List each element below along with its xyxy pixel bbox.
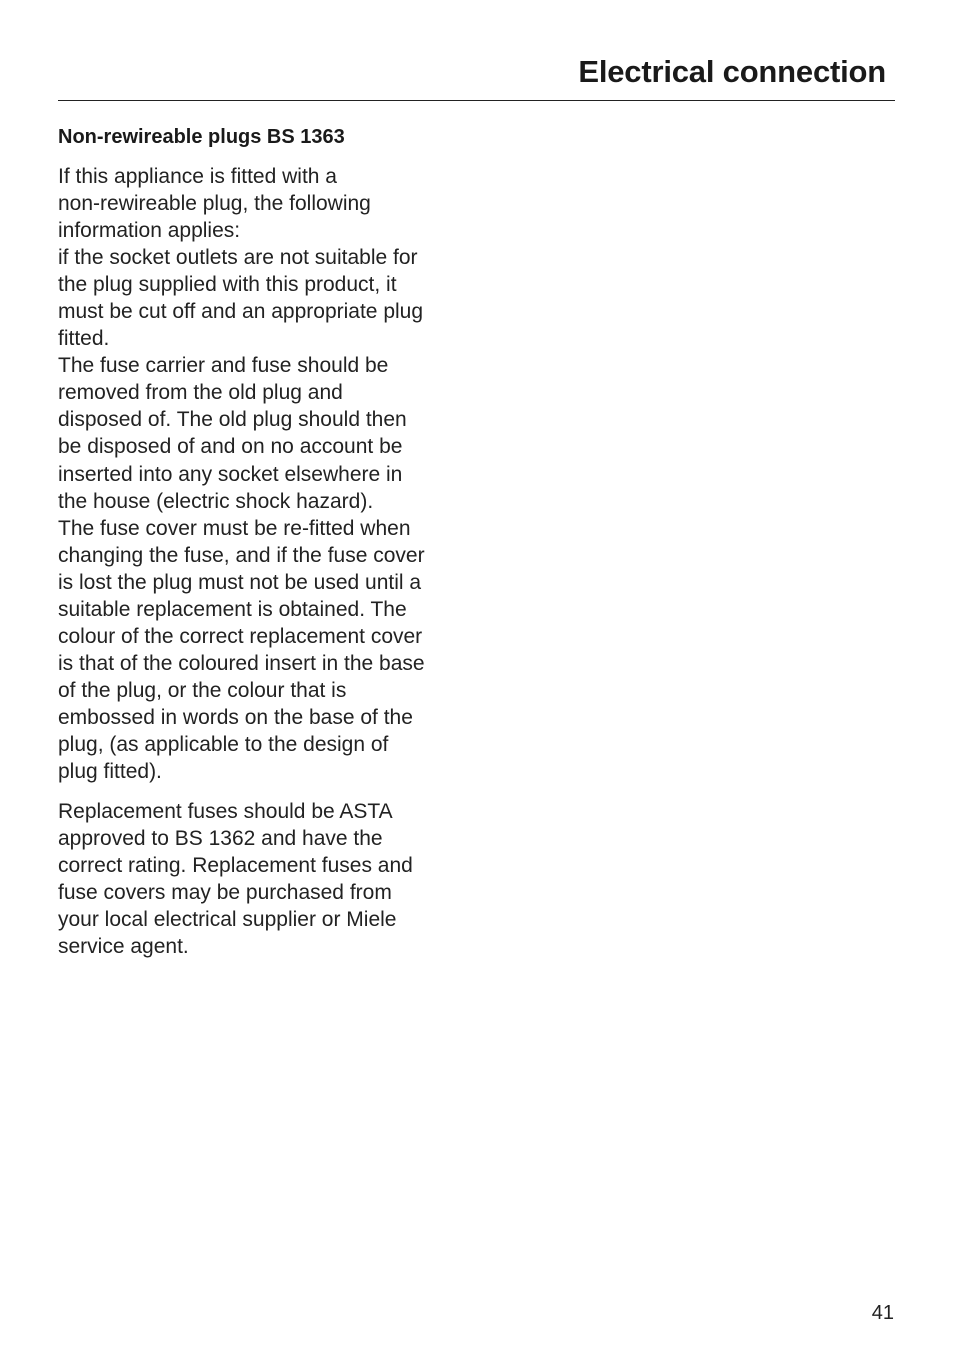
page-title: Electrical connection <box>578 54 886 89</box>
main-content <box>58 124 470 960</box>
body-paragraph-replacement-fuses: Replacement fuses should be ASTA approved to BS 1362 and have the correct rating. Replacement fuses and fuse covers may be purchased from your local electrical supplier or Miele service agent. <box>58 800 413 959</box>
section-heading: Non-rewireable plugs BS 1363 <box>58 126 345 148</box>
body-paragraph-plug-info: If this appliance is fitted with a non-rewireable plug, the following information applies: if the socket outlets are not suitable for the plug supplied with this product, it must be cut off and an appropriate plug fitted. The fuse carrier and fuse should be removed from the old plug and disposed of. The old plug should then be disposed of and on no account be inserted into any socket elsewhere in the house (electric shock hazard). The fuse cover must be re-fitted when changing the fuse, and if the fuse cover is lost the plug must not be used until a suitable replacement is obtained. The colour of the correct replacement cover is that of the coloured insert in the base of the plug, or the colour that is embossed in words on the base of the plug, (as applicable to the design of plug fitted). <box>58 165 425 784</box>
page-header <box>58 48 895 101</box>
page-number: 41 <box>871 1302 894 1324</box>
